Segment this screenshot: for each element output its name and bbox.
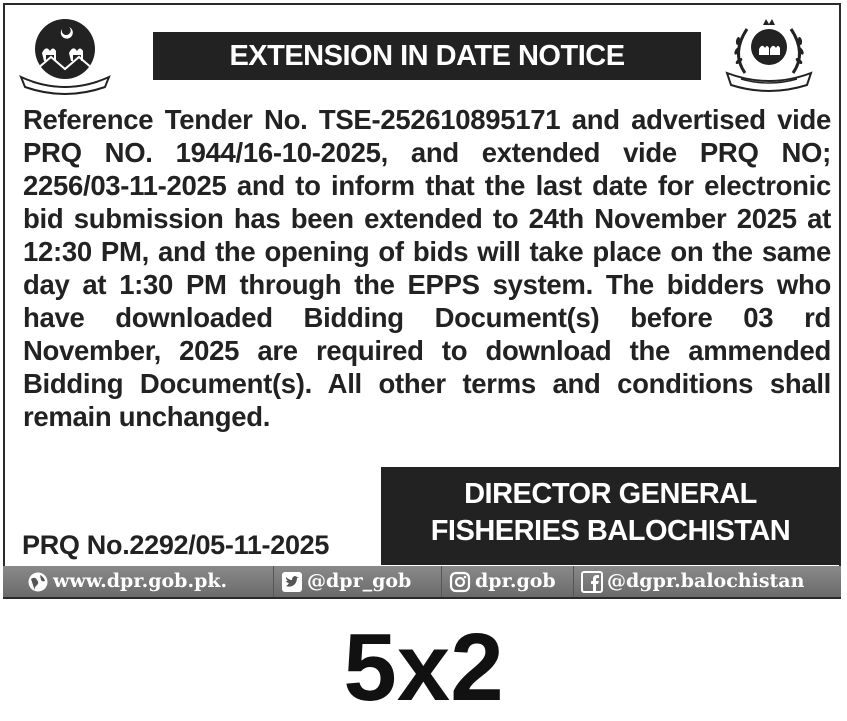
signature-line1: DIRECTOR GENERAL <box>464 478 757 510</box>
footer-bar <box>3 566 841 597</box>
instagram-icon <box>449 571 471 593</box>
notice-title: EXTENSION IN DATE NOTICE <box>153 32 701 80</box>
ad-size-label: 5x2 <box>343 614 504 721</box>
footer-website[interactable] <box>27 569 227 594</box>
globe-icon <box>27 571 49 593</box>
facebook-icon <box>581 571 603 593</box>
footer-instagram[interactable] <box>449 569 556 594</box>
balochistan-government-logo <box>17 15 113 95</box>
signature-block <box>381 467 840 565</box>
notice-body: Reference Tender No. TSE-252610895171 and advertised vide PRQ NO. 1944/16-10-2025, and extended vide PRQ NO; 2256/03-11-2025 and to inform that the last date for electronic bid submission has been extended to 24th November 2025 at 12:30 PM, and the opening of bids will take place on the same day at 1:30 PM through the EPPS system. The bidders who have downloaded Bidding Document(s) before 03 rd November, 2025 are required to download the ammended Bidding Document(s). All other terms and conditions shall remain unchanged. <box>23 104 831 432</box>
twitter-icon <box>281 571 303 593</box>
footer-divider <box>441 566 442 597</box>
website-label: www.dpr.gob.pk. <box>53 570 228 592</box>
facebook-label: @dgpr.balochistan <box>607 570 805 592</box>
footer-facebook[interactable] <box>581 569 804 594</box>
footer-divider <box>573 566 574 597</box>
prq-number: PRQ No.2292/05-11-2025 <box>22 530 330 560</box>
footer-twitter[interactable] <box>281 569 411 594</box>
dgpr-emblem-logo <box>723 15 815 95</box>
signature-line2: FISHERIES BALOCHISTAN <box>430 515 791 547</box>
twitter-label: @dpr_gob <box>307 570 412 592</box>
footer-divider <box>273 566 274 597</box>
instagram-label: dpr.gob <box>475 570 556 592</box>
